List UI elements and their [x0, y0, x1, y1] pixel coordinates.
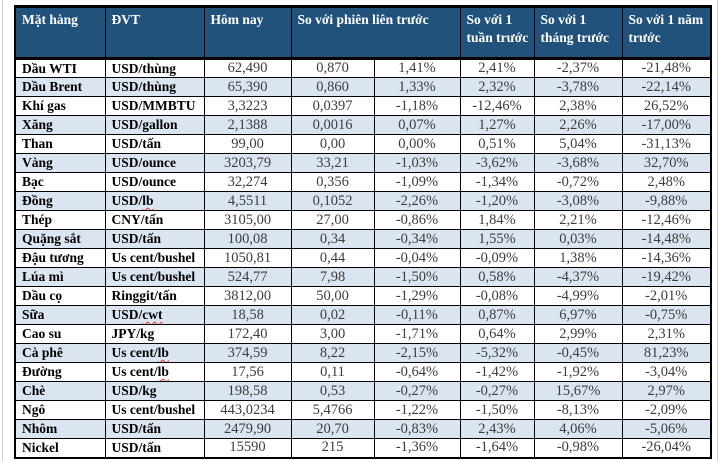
- table-row: [15, 192, 711, 211]
- cell-today: 443,0234: [204, 401, 291, 420]
- cell-change-abs: 50,00: [291, 287, 374, 306]
- cell-today: 62,490: [204, 59, 291, 78]
- cell-pct-vs-session: -1,09%: [374, 173, 460, 192]
- cell-change-abs: 0,1052: [291, 192, 374, 211]
- cell-change-abs: 0,356: [291, 173, 374, 192]
- cell-unit: Us cent/bushel: [105, 249, 204, 268]
- cell-pct-vs-week: 1,27%: [460, 116, 534, 135]
- cell-pct-vs-year: 2,31%: [622, 325, 711, 344]
- cell-today: 100,08: [204, 230, 291, 249]
- cell-pct-vs-month: -0,98%: [534, 439, 622, 458]
- cell-unit: USD/lb: [105, 192, 204, 211]
- cell-unit: USD/tấn: [105, 135, 204, 154]
- cell-pct-vs-month: -3,08%: [534, 192, 622, 211]
- cell-unit: Us cent/lb: [105, 344, 204, 363]
- misspelled-word: cwt: [142, 307, 163, 322]
- table-row: [15, 382, 711, 401]
- cell-pct-vs-year: 2,48%: [622, 173, 711, 192]
- cell-pct-vs-month: 2,26%: [534, 116, 622, 135]
- cell-pct-vs-session: -0,27%: [374, 382, 460, 401]
- cell-pct-vs-session: -1,18%: [374, 97, 460, 116]
- cell-change-abs: 20,70: [291, 420, 374, 439]
- cell-change-abs: 215: [291, 439, 374, 458]
- cell-today: 65,390: [204, 78, 291, 97]
- cell-change-abs: 0,870: [291, 59, 374, 78]
- table-row: [15, 135, 711, 154]
- cell-pct-vs-session: -0,34%: [374, 230, 460, 249]
- cell-pct-vs-month: 2,38%: [534, 97, 622, 116]
- cell-today: 1050,81: [204, 249, 291, 268]
- cell-change-abs: 7,98: [291, 268, 374, 287]
- cell-change-abs: 0,44: [291, 249, 374, 268]
- cell-pct-vs-month: 5,04%: [534, 135, 622, 154]
- table-row: [15, 344, 711, 363]
- cell-pct-vs-year: -5,06%: [622, 420, 711, 439]
- cell-unit: USD/ounce: [105, 154, 204, 173]
- cell-unit: USD/MMBTU: [105, 97, 204, 116]
- table-row: [15, 287, 711, 306]
- cell-pct-vs-year: 2,97%: [622, 382, 711, 401]
- cell-pct-vs-week: 2,41%: [460, 59, 534, 78]
- cell-unit: JPY/kg: [105, 325, 204, 344]
- cell-commodity: Cà phê: [15, 344, 105, 363]
- cell-pct-vs-month: 0,03%: [534, 230, 622, 249]
- cell-today: 3812,00: [204, 287, 291, 306]
- cell-pct-vs-week: 2,43%: [460, 420, 534, 439]
- commodity-price-table: [14, 5, 712, 459]
- cell-unit: USD/thùng: [105, 78, 204, 97]
- table-row: [15, 306, 711, 325]
- misspelled-word: lb: [157, 364, 169, 379]
- cell-pct-vs-month: -4,37%: [534, 268, 622, 287]
- cell-pct-vs-week: 2,32%: [460, 78, 534, 97]
- cell-pct-vs-year: -17,00%: [622, 116, 711, 135]
- cell-pct-vs-session: -2,26%: [374, 192, 460, 211]
- cell-commodity: Dầu cọ: [15, 287, 105, 306]
- table-row: [15, 363, 711, 382]
- cell-change-abs: 0,34: [291, 230, 374, 249]
- col-header-vs-week: So với 1 tuần trước: [460, 7, 534, 59]
- col-header-commodity: Mặt hàng: [15, 7, 105, 59]
- misspelled-word: lb: [157, 345, 169, 360]
- table-row: [15, 173, 711, 192]
- cell-pct-vs-session: -1,22%: [374, 401, 460, 420]
- cell-today: 172,40: [204, 325, 291, 344]
- table-row: [15, 420, 711, 439]
- cell-commodity: Ngô: [15, 401, 105, 420]
- cell-pct-vs-week: -0,09%: [460, 249, 534, 268]
- cell-unit: Ringgit/tấn: [105, 287, 204, 306]
- cell-pct-vs-week: 0,87%: [460, 306, 534, 325]
- cell-pct-vs-session: -1,71%: [374, 325, 460, 344]
- misspelled-word: lb: [142, 193, 154, 208]
- cell-pct-vs-year: -14,36%: [622, 249, 711, 268]
- cell-pct-vs-year: -19,42%: [622, 268, 711, 287]
- cell-change-abs: 0,0397: [291, 97, 374, 116]
- cell-pct-vs-week: -1,64%: [460, 439, 534, 458]
- cell-commodity: Chè: [15, 382, 105, 401]
- cell-today: 2,1388: [204, 116, 291, 135]
- table-header: [15, 7, 711, 59]
- col-header-vs-year: So với 1 năm trước: [622, 7, 711, 59]
- cell-change-abs: 8,22: [291, 344, 374, 363]
- cell-pct-vs-week: -1,34%: [460, 173, 534, 192]
- cell-unit: USD/kg: [105, 382, 204, 401]
- cell-today: 17,56: [204, 363, 291, 382]
- table-row: [15, 154, 711, 173]
- cell-unit: USD/cwt: [105, 306, 204, 325]
- cell-pct-vs-year: 26,52%: [622, 97, 711, 116]
- table-row: [15, 97, 711, 116]
- cell-pct-vs-week: -0,08%: [460, 287, 534, 306]
- cell-commodity: Nhôm: [15, 420, 105, 439]
- cell-pct-vs-month: -8,13%: [534, 401, 622, 420]
- cell-commodity: Đường: [15, 363, 105, 382]
- cell-change-abs: 3,00: [291, 325, 374, 344]
- cell-change-abs: 0,02: [291, 306, 374, 325]
- cell-pct-vs-year: 32,70%: [622, 154, 711, 173]
- table-row: [15, 78, 711, 97]
- col-header-unit: ĐVT: [105, 7, 204, 59]
- cell-pct-vs-year: -22,14%: [622, 78, 711, 97]
- col-header-vs-month: So với 1 tháng trước: [534, 7, 622, 59]
- cell-pct-vs-week: -12,46%: [460, 97, 534, 116]
- cell-commodity: Đồng: [15, 192, 105, 211]
- cell-pct-vs-year: -26,04%: [622, 439, 711, 458]
- table-row: [15, 59, 711, 78]
- cell-commodity: Bạc: [15, 173, 105, 192]
- cell-pct-vs-year: -31,13%: [622, 135, 711, 154]
- table-row: [15, 211, 711, 230]
- cell-unit: USD/gallon: [105, 116, 204, 135]
- cell-today: 99,00: [204, 135, 291, 154]
- cell-today: 32,274: [204, 173, 291, 192]
- cell-commodity: Xăng: [15, 116, 105, 135]
- table-row: [15, 249, 711, 268]
- cell-today: 198,58: [204, 382, 291, 401]
- cell-pct-vs-session: -1,50%: [374, 268, 460, 287]
- cell-commodity: Quặng sắt: [15, 230, 105, 249]
- cell-pct-vs-year: 81,23%: [622, 344, 711, 363]
- cell-pct-vs-session: -0,83%: [374, 420, 460, 439]
- col-header-today: Hôm nay: [204, 7, 291, 59]
- cell-commodity: Thép: [15, 211, 105, 230]
- cell-unit: USD/tấn: [105, 420, 204, 439]
- cell-pct-vs-week: 0,58%: [460, 268, 534, 287]
- cell-pct-vs-year: -3,04%: [622, 363, 711, 382]
- cell-change-abs: 33,21: [291, 154, 374, 173]
- col-header-vs-prev-session: So với phiên liên trước: [291, 7, 460, 59]
- cell-commodity: Lúa mì: [15, 268, 105, 287]
- cell-today: 374,59: [204, 344, 291, 363]
- table-row: [15, 401, 711, 420]
- table-row: [15, 325, 711, 344]
- cell-pct-vs-week: -5,32%: [460, 344, 534, 363]
- cell-change-abs: 0,860: [291, 78, 374, 97]
- cell-pct-vs-week: 0,64%: [460, 325, 534, 344]
- cell-pct-vs-session: -0,11%: [374, 306, 460, 325]
- cell-pct-vs-session: -0,86%: [374, 211, 460, 230]
- cell-pct-vs-month: 2,99%: [534, 325, 622, 344]
- cell-pct-vs-year: -2,09%: [622, 401, 711, 420]
- cell-today: 3203,79: [204, 154, 291, 173]
- cell-commodity: Dầu WTI: [15, 59, 105, 78]
- cell-unit: Us cent/bushel: [105, 268, 204, 287]
- cell-pct-vs-session: -0,04%: [374, 249, 460, 268]
- cell-commodity: Khí gas: [15, 97, 105, 116]
- cell-today: 15590: [204, 439, 291, 458]
- table-row: [15, 230, 711, 249]
- cell-pct-vs-month: -3,78%: [534, 78, 622, 97]
- cell-pct-vs-year: -12,46%: [622, 211, 711, 230]
- cell-commodity: Nickel: [15, 439, 105, 458]
- cell-pct-vs-session: 0,07%: [374, 116, 460, 135]
- cell-pct-vs-month: 4,06%: [534, 420, 622, 439]
- cell-pct-vs-year: -21,48%: [622, 59, 711, 78]
- cell-today: 2479,90: [204, 420, 291, 439]
- cell-pct-vs-session: 1,33%: [374, 78, 460, 97]
- cell-today: 4,5511: [204, 192, 291, 211]
- page-margin-guide-left: [2, 0, 3, 461]
- cell-pct-vs-month: -1,92%: [534, 363, 622, 382]
- cell-pct-vs-month: -0,72%: [534, 173, 622, 192]
- cell-pct-vs-session: -1,36%: [374, 439, 460, 458]
- cell-pct-vs-month: 6,97%: [534, 306, 622, 325]
- cell-pct-vs-month: 2,21%: [534, 211, 622, 230]
- cell-change-abs: 27,00: [291, 211, 374, 230]
- cell-commodity: Dầu Brent: [15, 78, 105, 97]
- cell-pct-vs-session: -1,29%: [374, 287, 460, 306]
- cell-pct-vs-year: -2,01%: [622, 287, 711, 306]
- cell-pct-vs-week: 0,51%: [460, 135, 534, 154]
- cell-commodity: Sữa: [15, 306, 105, 325]
- table-row: [15, 268, 711, 287]
- cell-unit: CNY/tấn: [105, 211, 204, 230]
- cell-pct-vs-week: -3,62%: [460, 154, 534, 173]
- cell-unit: USD/tấn: [105, 230, 204, 249]
- cell-unit: Us cent/bushel: [105, 401, 204, 420]
- cell-pct-vs-week: -1,50%: [460, 401, 534, 420]
- cell-pct-vs-session: 1,41%: [374, 59, 460, 78]
- cell-commodity: Vàng: [15, 154, 105, 173]
- cell-today: 3105,00: [204, 211, 291, 230]
- cell-pct-vs-week: -1,20%: [460, 192, 534, 211]
- page-margin-guide-right: [717, 0, 718, 461]
- cell-pct-vs-year: -9,88%: [622, 192, 711, 211]
- table-row: [15, 116, 711, 135]
- cell-change-abs: 0,0016: [291, 116, 374, 135]
- header-row: [15, 7, 711, 59]
- cell-pct-vs-month: 15,67%: [534, 382, 622, 401]
- cell-pct-vs-month: -4,99%: [534, 287, 622, 306]
- cell-pct-vs-week: 1,55%: [460, 230, 534, 249]
- cell-unit: USD/ounce: [105, 173, 204, 192]
- cell-pct-vs-month: 1,38%: [534, 249, 622, 268]
- cell-pct-vs-session: -0,64%: [374, 363, 460, 382]
- cell-commodity: Than: [15, 135, 105, 154]
- cell-pct-vs-week: 1,84%: [460, 211, 534, 230]
- cell-pct-vs-session: 0,00%: [374, 135, 460, 154]
- table-row: [15, 439, 711, 458]
- cell-change-abs: 0,11: [291, 363, 374, 382]
- cell-pct-vs-month: -3,68%: [534, 154, 622, 173]
- table-body: [15, 59, 711, 458]
- cell-commodity: Cao su: [15, 325, 105, 344]
- cell-change-abs: 5,4766: [291, 401, 374, 420]
- cell-today: 524,77: [204, 268, 291, 287]
- cell-change-abs: 0,53: [291, 382, 374, 401]
- cell-change-abs: 0,00: [291, 135, 374, 154]
- cell-commodity: Đậu tương: [15, 249, 105, 268]
- cell-today: 3,3223: [204, 97, 291, 116]
- cell-pct-vs-week: -1,42%: [460, 363, 534, 382]
- cell-unit: USD/thùng: [105, 59, 204, 78]
- cell-pct-vs-month: -2,37%: [534, 59, 622, 78]
- cell-pct-vs-month: -0,45%: [534, 344, 622, 363]
- cell-pct-vs-week: -0,27%: [460, 382, 534, 401]
- cell-unit: USD/tấn: [105, 439, 204, 458]
- cell-pct-vs-year: -0,75%: [622, 306, 711, 325]
- cell-unit: Us cent/lb: [105, 363, 204, 382]
- cell-pct-vs-session: -2,15%: [374, 344, 460, 363]
- cell-today: 18,58: [204, 306, 291, 325]
- cell-pct-vs-year: -14,48%: [622, 230, 711, 249]
- cell-pct-vs-session: -1,03%: [374, 154, 460, 173]
